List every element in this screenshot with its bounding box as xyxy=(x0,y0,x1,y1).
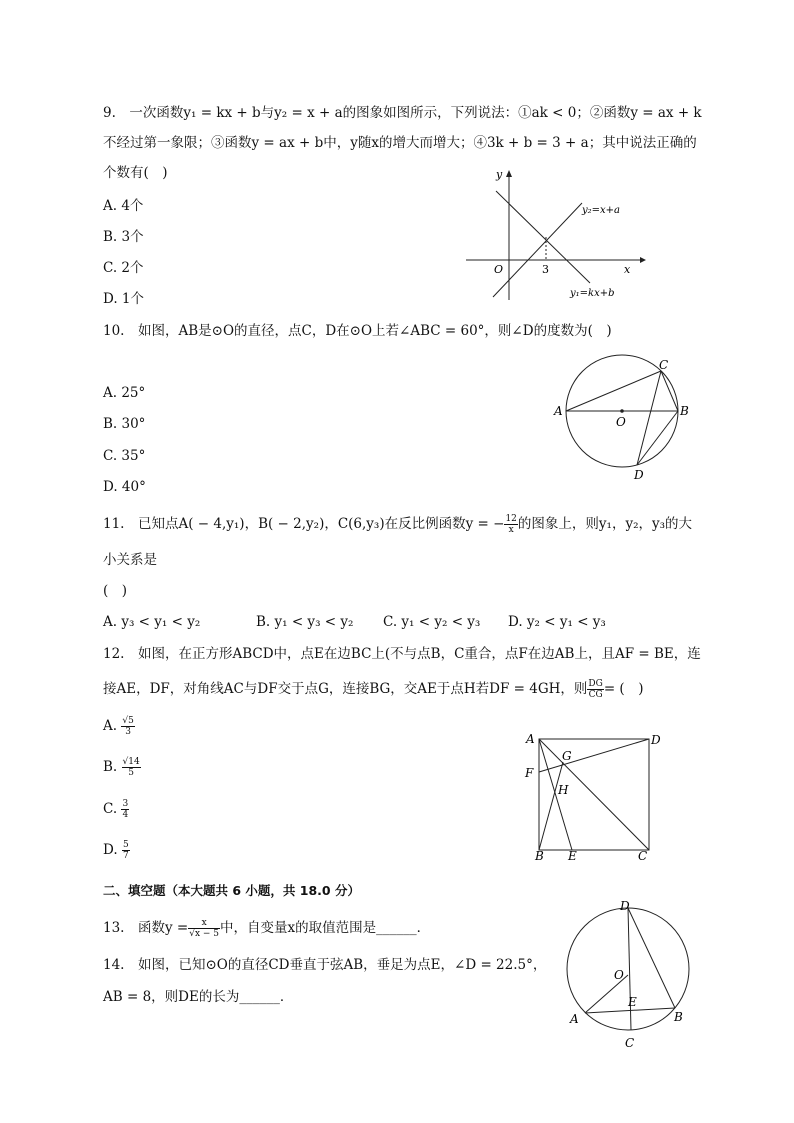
q12-frac-den: CG xyxy=(588,690,603,700)
q13-frac-den: √x − 5 xyxy=(189,929,220,939)
q12-line2-post: = ( ) xyxy=(603,681,644,697)
q13-post: 中，自变量x的取值范围是______． xyxy=(220,920,431,936)
q10-text: 10. 如图，AB是⊙O的直径，点C，D在⊙O上若∠ABC = 60°，则∠D的度数为( ) xyxy=(103,323,612,339)
q14-circle-figure xyxy=(558,895,698,1053)
q12-option-c-fraction xyxy=(121,799,129,820)
q11-line3: ( ) xyxy=(103,583,128,599)
chord-cd xyxy=(637,371,661,465)
q12-line1: 12. 如图，在正方形ABCD中，点E在边BC上(不与点B，C重合，点F在边AB上，且AF = BE，连 xyxy=(103,646,701,662)
chord-cb xyxy=(661,371,678,411)
label-c: C xyxy=(625,1036,635,1050)
q9-option-d[interactable]: D. 1个 xyxy=(103,291,145,307)
q13-fraction xyxy=(188,918,220,939)
label-d: D xyxy=(634,468,644,482)
x-axis-label: x xyxy=(624,263,631,276)
y-axis-label: y xyxy=(496,168,503,181)
q12-option-b-den: 5 xyxy=(128,768,134,778)
q12-line2 xyxy=(103,679,643,700)
q10-option-d[interactable]: D. 40° xyxy=(103,479,146,495)
q12-option-d-letter: D. xyxy=(103,842,118,858)
diameter-cd xyxy=(628,908,631,1030)
q12-fraction xyxy=(587,679,603,700)
q13-text xyxy=(103,918,430,939)
q9-option-c[interactable]: C. 2个 xyxy=(103,260,144,276)
q11-line2: 小关系是 xyxy=(103,552,157,568)
q12-option-b-num: √14 xyxy=(122,757,140,767)
label-h: H xyxy=(558,783,569,797)
label-a: A xyxy=(526,732,535,746)
q9-line1: 9. 一次函数y₁ = kx + b与y₂ = x + a的图象如图所示，下列说法：①ak < 0；②函数y = ax + k xyxy=(103,105,702,121)
q11-line1-pre: 11. 已知点A( − 4,y₁)，B( − 2,y₂)，C(6,y₃)在反比例函数y = − xyxy=(103,516,505,532)
q11-option-d[interactable]: D. y₂ < y₁ < y₃ xyxy=(508,614,606,630)
q12-option-d-fraction xyxy=(122,840,130,861)
q10-option-b[interactable]: B. 30° xyxy=(103,416,146,432)
label-g: G xyxy=(562,749,572,763)
center-point xyxy=(620,409,624,413)
q9-line2: 不经过第一象限；③函数y = ax + b中，y随x的增大而增大；④3k + b = 3 + a；其中说法正确的 xyxy=(103,135,697,151)
q12-option-c[interactable] xyxy=(103,799,129,820)
q12-frac-num: DG xyxy=(588,679,603,689)
label-e: E xyxy=(628,995,637,1009)
section-title: 二、填空题（本大题共 6 小题，共 18.0 分） xyxy=(103,883,360,898)
label-d: D xyxy=(620,899,630,913)
q12-option-d-num: 5 xyxy=(122,840,129,850)
chord-db xyxy=(637,411,678,465)
q12-option-a-fraction xyxy=(121,716,134,737)
q11-line1-post: 的图象上，则y₁，y₂，y₃的大 xyxy=(517,516,693,532)
line-y1-label: y₁=kx+b xyxy=(570,288,615,299)
q14-line1: 14. 如图，已知⊙O的直径CD垂直于弦AB，垂足为点E，∠D = 22.5°， xyxy=(103,957,547,973)
label-b: B xyxy=(535,849,544,863)
q12-option-b[interactable] xyxy=(103,757,141,778)
q11-fraction xyxy=(504,514,517,535)
chord-ac xyxy=(566,371,661,411)
q12-option-c-letter: C. xyxy=(103,801,118,817)
q12-option-d[interactable] xyxy=(103,840,130,861)
q9-option-b[interactable]: B. 3个 xyxy=(103,229,144,245)
x-axis-arrow-icon xyxy=(640,257,646,263)
label-o: O xyxy=(614,968,624,982)
q12-option-a-letter: A. xyxy=(103,718,118,734)
q12-option-c-num: 3 xyxy=(122,799,129,809)
label-b: B xyxy=(674,1010,683,1024)
q12-line2-pre: 接AE，DF，对角线AC与DF交于点G，连接BG，交AE于点H若DF = 4GH，则 xyxy=(103,681,588,697)
label-d: D xyxy=(651,733,661,747)
label-c: C xyxy=(638,849,648,863)
q11-option-b[interactable]: B. y₁ < y₃ < y₂ xyxy=(256,614,354,630)
q12-square-figure xyxy=(518,728,668,868)
q9-option-a[interactable]: A. 4个 xyxy=(103,198,144,214)
q9-graph-figure xyxy=(460,165,650,305)
q13-frac-num: x xyxy=(188,918,220,929)
line-y2-label: y₂=x+a xyxy=(582,205,621,216)
label-c: C xyxy=(659,358,669,372)
label-o: O xyxy=(616,415,626,429)
label-e: E xyxy=(568,849,577,863)
q11-frac-num: 12 xyxy=(505,514,517,524)
line-y2 xyxy=(493,203,582,297)
q12-option-a-num: √5 xyxy=(122,716,134,726)
q12-option-d-den: 7 xyxy=(122,851,129,861)
q9-line3: 个数有( ) xyxy=(103,165,168,181)
q12-option-b-letter: B. xyxy=(103,759,118,775)
q14-line2: AB = 8，则DE的长为______． xyxy=(103,989,294,1005)
q12-option-b-fraction xyxy=(122,757,141,778)
q11-option-a[interactable]: A. y₃ < y₁ < y₂ xyxy=(103,614,201,630)
q11-line1 xyxy=(103,514,692,535)
label-b: B xyxy=(680,404,689,418)
q12-option-a-den: 3 xyxy=(125,727,131,737)
origin-label: O xyxy=(494,263,504,276)
q10-circle-figure xyxy=(548,352,698,487)
label-a: A xyxy=(570,1012,579,1026)
q11-frac-den: x xyxy=(508,525,514,535)
q12-option-a[interactable] xyxy=(103,716,135,737)
label-a: A xyxy=(554,404,563,418)
q10-option-a[interactable]: A. 25° xyxy=(103,385,146,401)
q13-pre: 13. 函数y = xyxy=(103,920,189,936)
q10-option-c[interactable]: C. 35° xyxy=(103,448,146,464)
label-f: F xyxy=(525,766,534,780)
q11-option-c[interactable]: C. y₁ < y₂ < y₃ xyxy=(383,614,481,630)
y-axis-arrow-icon xyxy=(506,170,512,177)
tick-label: 3 xyxy=(542,263,549,276)
q12-option-c-den: 4 xyxy=(122,810,129,820)
